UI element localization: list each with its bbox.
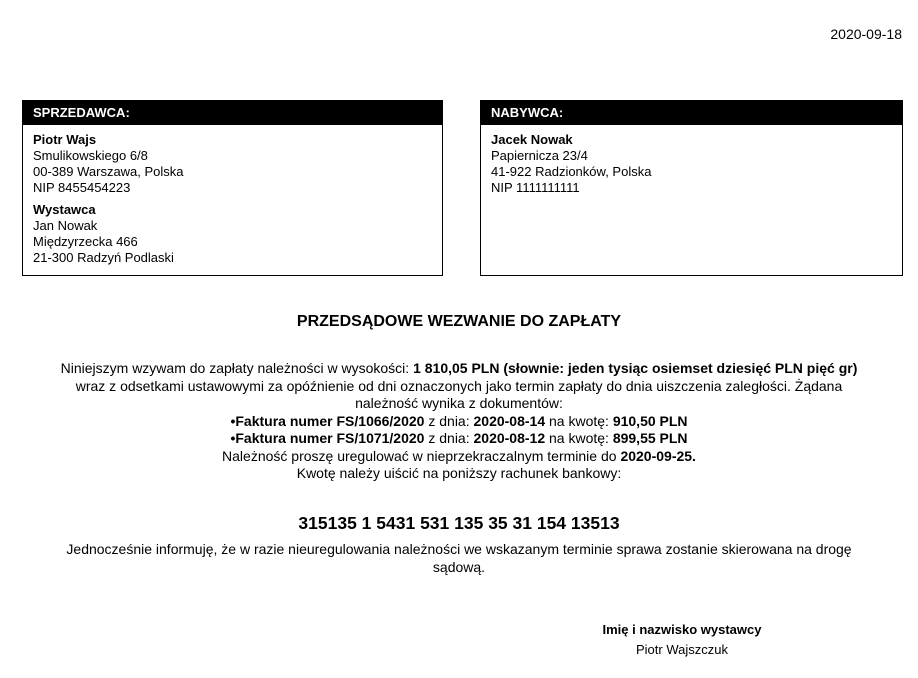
- demand-intro-text: Niniejszym wzywam do zapłaty należności w wysokości:: [60, 360, 414, 376]
- demand-amount: 1 810,05 PLN (słownie: jeden tysiąc osiemset dziesięć PLN pięć gr): [413, 360, 858, 376]
- issuer-label: Wystawca: [33, 202, 96, 217]
- seller-address-city: 00-389 Warszawa, Polska: [33, 164, 184, 179]
- seller-details: [23, 125, 442, 275]
- seller-nip: NIP 8455454223: [33, 180, 131, 195]
- bullet-icon: •: [230, 430, 236, 446]
- invoice-date: 2020-08-14: [473, 412, 546, 429]
- invoice-line: [0, 413, 918, 431]
- issuer-address-street: Międzyrzecka 466: [33, 234, 138, 249]
- invoice-amount: 910,50 PLN: [612, 412, 688, 429]
- signature-name: Piotr Wajszczuk: [636, 642, 728, 657]
- bullet-icon: •: [230, 412, 236, 429]
- buyer-box: [480, 100, 903, 276]
- buyer-header: NABYWCA:: [481, 101, 902, 125]
- issuer-name: Jan Nowak: [33, 218, 98, 233]
- invoice-date-prefix: z dnia:: [424, 430, 474, 446]
- deadline-date: 2020-09-25.: [620, 447, 696, 464]
- parties-section: [22, 100, 903, 276]
- buyer-details: [481, 125, 902, 205]
- invoice-number: Faktura numer FS/1066/2020: [235, 412, 425, 429]
- buyer-address-street: Papiernicza 23/4: [491, 148, 588, 163]
- demand-amount-line: [0, 360, 918, 378]
- document-title: PRZEDSĄDOWE WEZWANIE DO ZAPŁATY: [296, 313, 622, 330]
- signature-label: Imię i nazwisko wystawcy: [602, 622, 762, 637]
- buyer-nip: NIP 1111111111: [491, 180, 580, 195]
- seller-name: Piotr Wajs: [33, 132, 97, 147]
- deadline-line: [0, 448, 918, 466]
- invoice-line: [0, 430, 918, 448]
- invoice-date-prefix: z dnia:: [424, 412, 474, 429]
- documents-intro-line: należność wynika z dokumentów:: [355, 395, 563, 411]
- buyer-address-city: 41-922 Radzionków, Polska: [491, 164, 652, 179]
- seller-box: [22, 100, 443, 276]
- seller-header: SPRZEDAWCA:: [23, 101, 442, 125]
- bank-account-number: 315135 1 5431 531 135 35 31 154 13513: [298, 513, 620, 533]
- signature-block: [557, 622, 807, 657]
- invoice-number: Faktura numer FS/1071/2020: [235, 430, 425, 446]
- demand-paragraph: [0, 360, 918, 483]
- legal-note-line2: sądową.: [432, 558, 486, 575]
- issuer-address-city: 21-300 Radzyń Podlaski: [33, 250, 174, 265]
- invoice-amount-prefix: na kwotę:: [545, 412, 613, 429]
- legal-note: [0, 541, 918, 576]
- interest-clause-line: wraz z odsetkami ustawowymi za opóźnienie od dni oznaczonych jako termin zapłaty do dnia uiszczenia zaległości. Żądana: [75, 377, 843, 394]
- invoice-amount-prefix: na kwotę:: [545, 430, 613, 446]
- bank-intro-line: Kwotę należy uiścić na poniższy rachunek bankowy:: [296, 465, 622, 481]
- seller-address-street: Smulikowskiego 6/8: [33, 148, 148, 163]
- document-date: 2020-09-18: [830, 26, 902, 42]
- buyer-name: Jacek Nowak: [491, 132, 573, 147]
- invoice-amount: 899,55 PLN: [612, 430, 688, 446]
- deadline-text: Należność proszę uregulować w nieprzekraczalnym terminie do: [222, 447, 621, 464]
- invoice-date: 2020-08-12: [473, 430, 546, 446]
- legal-note-line1: Jednocześnie informuję, że w razie nieuregulowania należności we wskazanym terminie sprawa zostanie skierowana na drogę: [66, 541, 852, 557]
